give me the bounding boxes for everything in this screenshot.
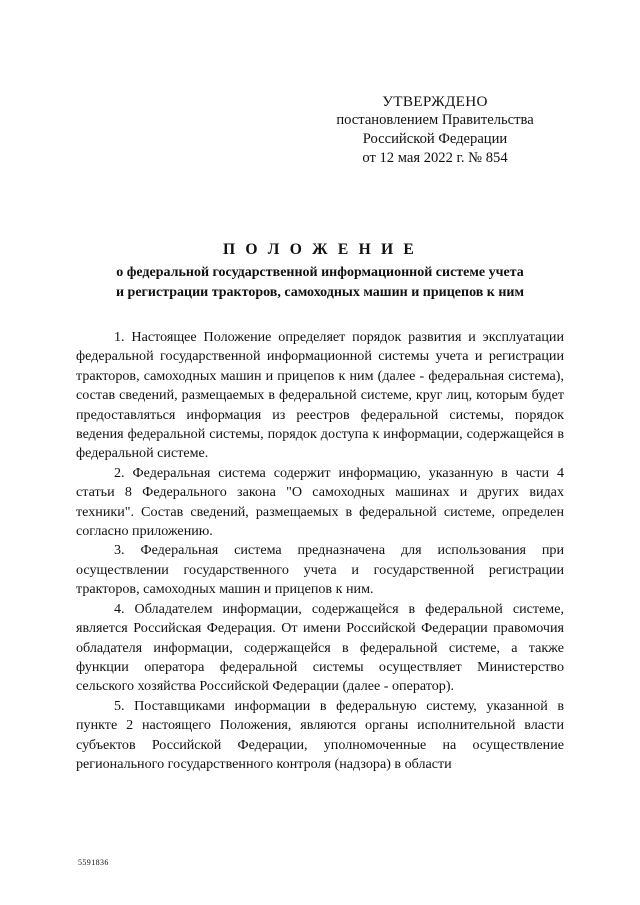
paragraph-3: 3. Федеральная система предназначена для использования при осуществлении государственного учета и государственной регистрации тракторов, самоходных машин и прицепов к ним. [76, 542, 564, 598]
document-title: П О Л О Ж Е Н И Е [222, 241, 418, 258]
paragraph-5: 5. Поставщиками информации в федеральную систему, указанной в пункте 2 настоящего Положения, являются органы исполнительной власти субъектов Российской Федерации, уполномоченные на осуществление регионального государственного контроля (надзора) в области [76, 697, 564, 772]
subtitle-line-1: о федеральной государственной информационной системе учета [116, 265, 524, 280]
document-code: 5591836 [78, 858, 109, 867]
document-body [76, 328, 564, 774]
paragraph-2: 2. Федеральная система содержит информацию, указанную в части 4 статьи 8 Федерального закона "О самоходных машинах и других видах техники". Состав сведений, размещаемых в федеральной системе, определен согласно приложению. [76, 464, 564, 540]
approval-line-1: постановлением Правительства [336, 112, 534, 128]
approval-line-2: Российской Федерации [362, 131, 508, 147]
subtitle-line-2: и регистрации тракторов, самоходных машин и прицепов к ним [115, 285, 525, 300]
paragraph-4: 4. Обладателем информации, содержащейся в федеральной системе, является Российская Федерация. От имени Российской Федерации правомочия обладателя информации, содержащейся в федеральной системе, а также функции оператора федеральной системы осуществляет Министерство сельского хозяйства Российской Федерации (далее - оператор). [76, 600, 564, 695]
approval-heading: УТВЕРЖДЕНО [382, 93, 488, 110]
document-subtitle [70, 263, 570, 303]
approval-stamp [330, 92, 540, 168]
paragraph-1: 1. Настоящее Положение определяет порядок развития и эксплуатации федеральной государственной информационной системы учета и регистрации тракторов, самоходных машин и прицепов к ним (далее - федеральная система), состав сведений, размещаемых в федеральной системе, круг лиц, которым будет предоставляться информация из реестров федеральной системы, порядок ведения федеральной системы, порядок доступа к информации, содержащейся в федеральной системе. [76, 329, 564, 462]
approval-line-3: от 12 мая 2022 г. № 854 [362, 150, 508, 166]
